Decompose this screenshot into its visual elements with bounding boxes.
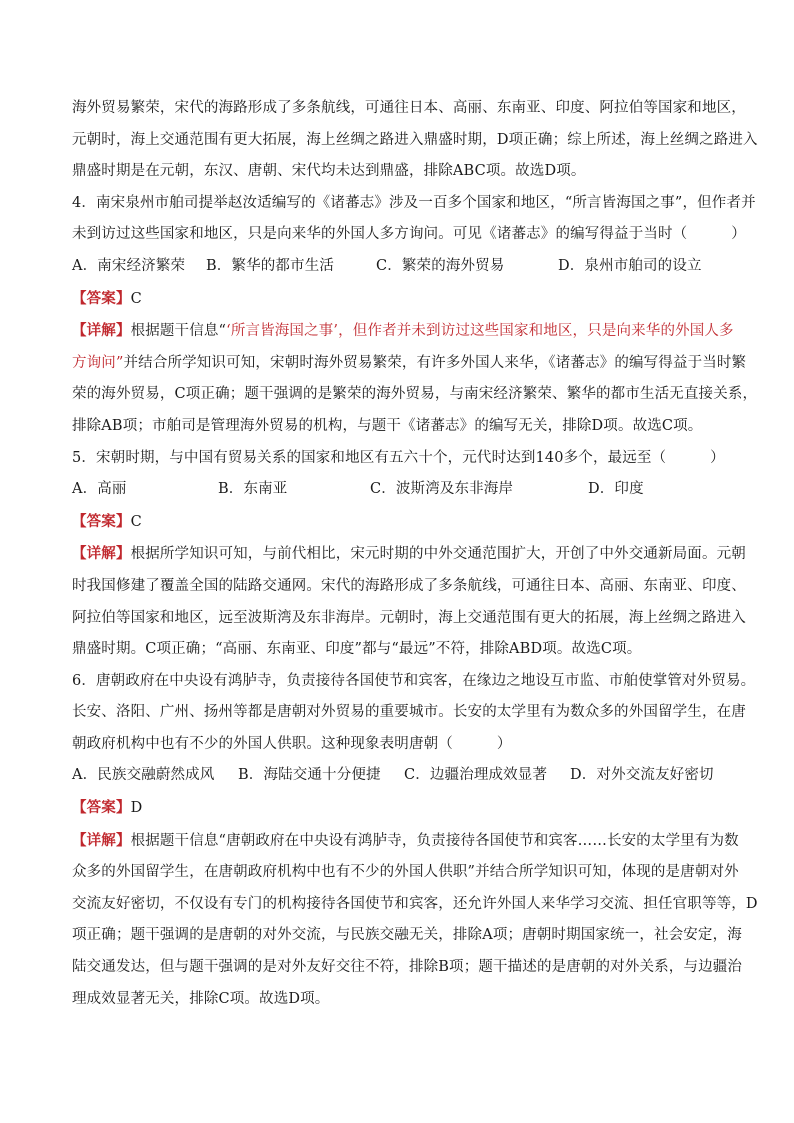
detail-label: 【详解】 [72,545,131,563]
detail-label: 【详解】 [72,322,131,340]
option-a: A．民族交融蔚然成风 [72,767,215,784]
question-stem: 长安、洛阳、广州、扬州等都是唐朝对外贸易的重要城市。长安的太学里有为数众多的外国留学生，在唐 [72,704,746,721]
quoted-text: ‘所言皆海国之事’，但作者并未到访过这些国家和地区，只是向来华的外国人多 [226,323,734,340]
detail-text: 根据所学知识可知，与前代相比，宋元时期的中外交通范围扩大，开创了中外交通新局面。元朝 [130,546,746,563]
answer-value: C [130,290,142,307]
detail-line [72,320,734,342]
intro-paragraph [72,98,758,182]
option-d: D．对外交流友好密切 [570,767,714,784]
detail-line: 鼎盛时期。C项正确；“高丽、东南亚、印度”都与“最远”不符，排除ABD项。故选C项。 [72,641,642,658]
detail-line [72,353,747,374]
option-c: C．波斯湾及东非海岸 [370,481,514,498]
detail-line: 时我国修建了覆盖全国的陆路交通网。宋代的海路形成了多条航线，可通往日本、高丽、东南亚、印度、 [72,577,746,594]
detail-line: 陆交通发达，但与题干强调的是对外友好交往不符，排除B项；题干描述的是唐朝的对外关系，与边疆治 [72,959,743,976]
option-b: B．海陆交通十分便捷 [238,767,381,784]
option-a: A．南宋经济繁荣 [72,257,186,274]
text-line: 元朝时，海上交通范围有更大拓展，海上丝绸之路进入鼎盛时期，D项正确；综上所述，海上丝绸之路进入 [72,131,758,148]
answer-label: 【答案】 [72,289,131,307]
detail-label: 【详解】 [72,831,131,849]
quoted-text: 方询问” [72,354,124,371]
detail-line: 阿拉伯等国家和地区，远至波斯湾及东非海岸。元朝时，海上交通范围有更大的拓展，海上丝绸之路进入 [72,609,746,626]
question-stem: 未到访过这些国家和地区，只是向来华的外国人多方询问。可见《诸蕃志》的编写得益于当时（ ） [72,226,746,243]
detail-line: 排除AB项；市舶司是管理海外贸易的机构，与题干《诸蕃志》的编写无关，排除D项。故选C项。 [72,417,703,434]
detail-line: 项正确；题干强调的是唐朝的对外交流，与民族交融无关，排除A项；唐朝时期国家统一，社会安定，海 [72,927,742,944]
answer-value: D [130,800,143,817]
document-page [72,98,758,1020]
detail-text: 并结合所学知识可知，宋朝时海外贸易繁荣，有许多外国人来华，《诸蕃志》的编写得益于当时繁 [123,354,747,371]
detail-text: 根据题干信息“唐朝政府在中央设有鸿胪寺，负责接待各国使节和宾客……长安的太学里有为数 [130,832,739,849]
option-c: C．边疆治理成效显著 [404,767,548,784]
answer-line [72,288,724,310]
text-line: 鼎盛时期是在元朝，东汉、唐朝、宋代均未达到鼎盛，排除ABC项。故选D项。 [72,163,586,180]
detail-text: 根据题干信息“ [130,323,227,340]
options-row [72,256,724,277]
option-d: D．泉州市舶司的设立 [558,257,702,274]
answer-line [72,797,724,819]
question-stem: 5．宋朝时期，与中国有贸易关系的国家和地区有五六十个，元代时达到140多个，最远至（ ） [72,449,725,466]
question-stem: 6．唐朝政府在中央设有鸿胪寺，负责接待各国使节和宾客，在缘边之地设互市监、市舶使掌管对外贸易。 [72,672,756,689]
answer-value: C [130,513,142,530]
question-stem: 4．南宋泉州市舶司提举赵汝适编写的《诸蕃志》涉及一百多个国家和地区，“所言皆海国之事”，但作者并 [72,194,756,211]
answer-line [72,511,724,533]
question-4 [72,193,758,437]
detail-line [72,543,746,565]
question-stem: 朝政府机构中也有不少的外国人供职。这种现象表明唐朝（ ） [72,735,512,752]
detail-line: 理成效显著无关，排除C项。故选D项。 [72,990,330,1007]
question-6 [72,671,758,1010]
question-5 [72,448,746,661]
options-row [72,765,724,786]
detail-line: 荣的海外贸易，C项正确；题干强调的是繁荣的海外贸易，与南宋经济繁荣、繁华的都市生活无直接关系， [72,386,758,403]
option-a: A．高丽 [72,481,127,498]
option-b: B．繁华的都市生活 [206,257,335,274]
options-row [72,479,724,500]
option-b: B．东南亚 [218,481,288,498]
detail-line: 交流友好密切，不仅设有专门的机构接待各国使节和宾客，还允许外国人来华学习交流、担任官职等等，D [72,895,758,912]
detail-line [72,830,739,852]
answer-label: 【答案】 [72,512,131,530]
option-c: C．繁荣的海外贸易 [376,257,505,274]
option-d: D．印度 [588,481,644,498]
answer-label: 【答案】 [72,799,131,817]
text-line: 海外贸易繁荣，宋代的海路形成了多条航线，可通往日本、高丽、东南亚、印度、阿拉伯等国家和地区， [72,100,746,116]
detail-line: 众多的外国留学生，在唐朝政府机构中也有不少的外国人供职”并结合所学知识可知，体现的是唐朝对外 [72,864,739,881]
